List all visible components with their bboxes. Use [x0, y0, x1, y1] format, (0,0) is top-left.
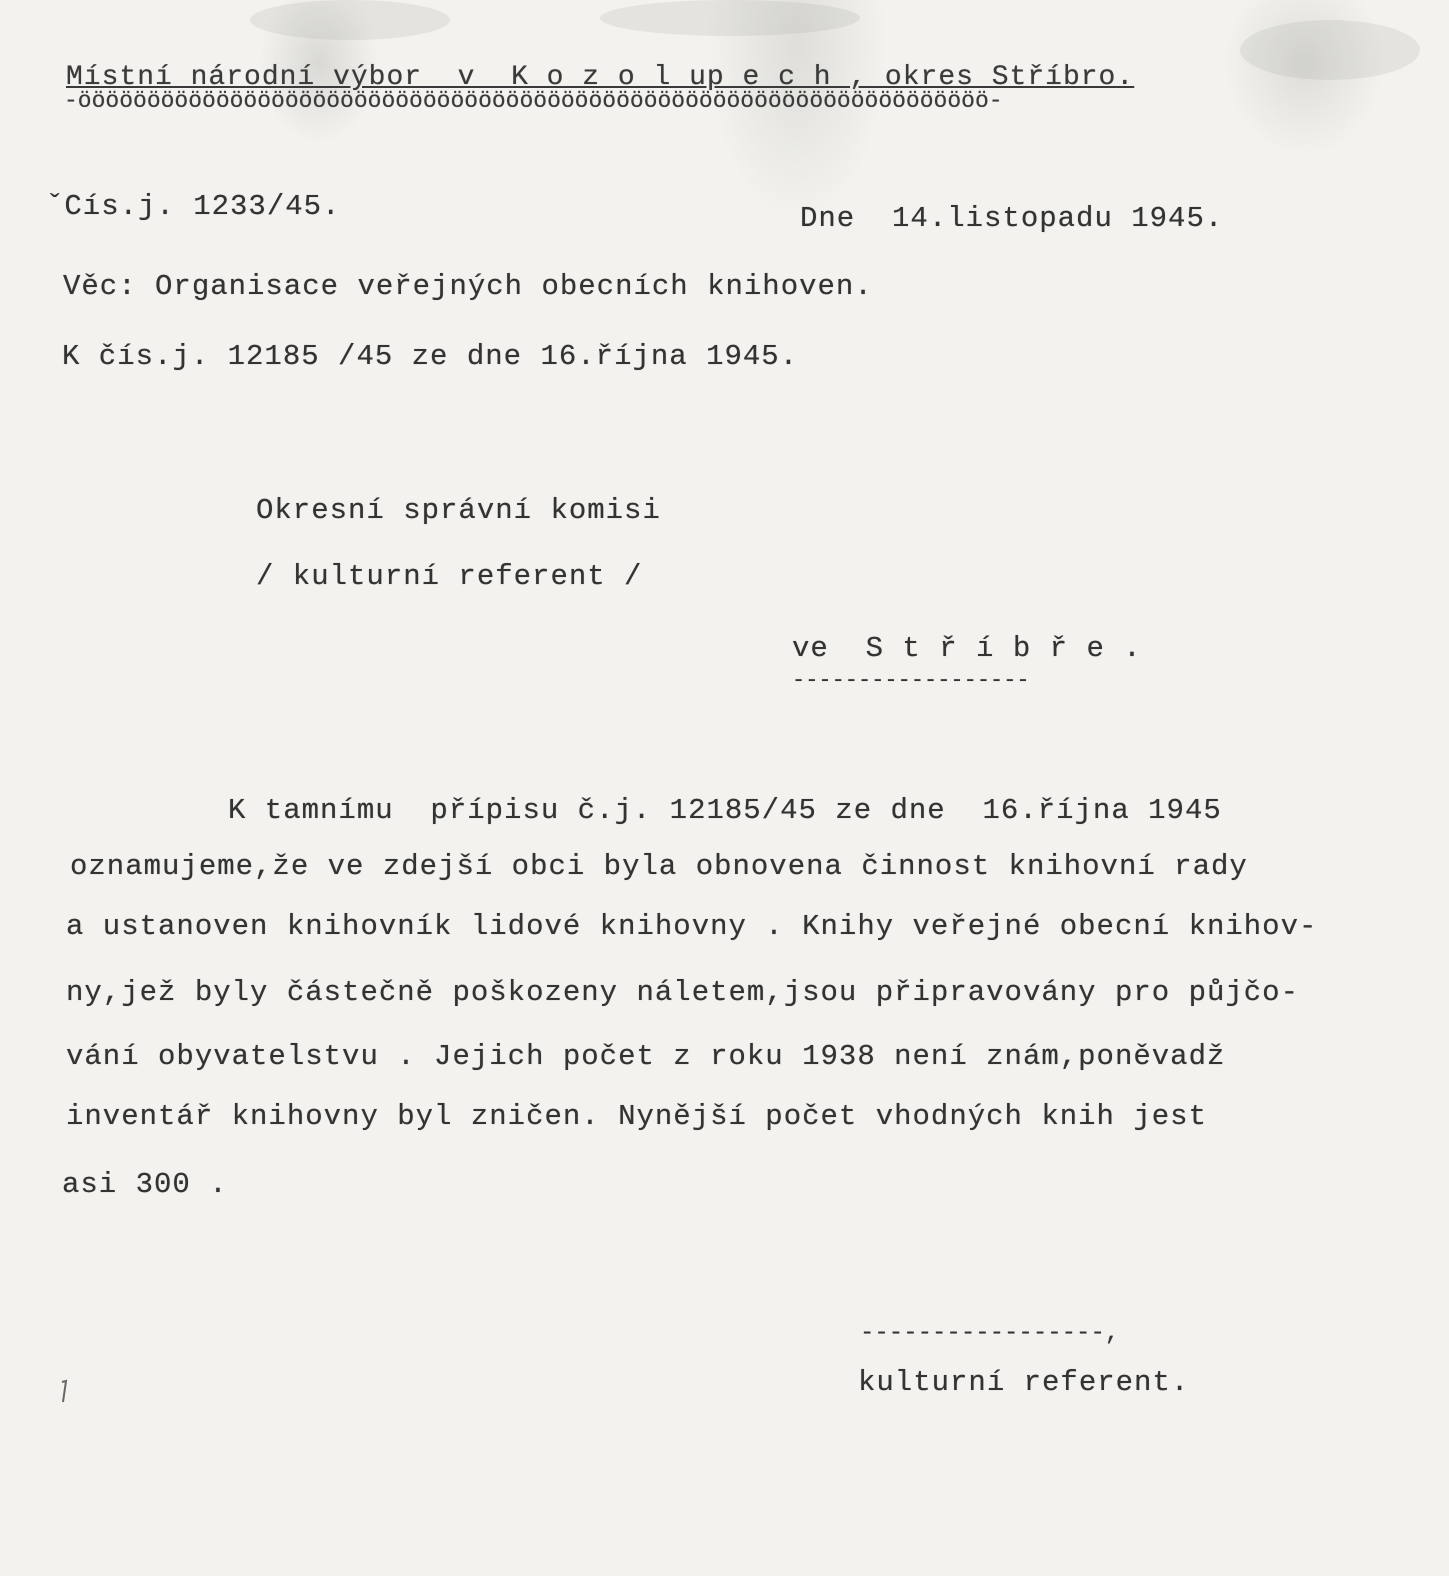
body-line: K tamnímu přípisu č.j. 12185/45 ze dne 16.října 1945	[228, 794, 1222, 827]
recipient-department: / kulturní referent /	[256, 560, 643, 593]
body-line: oznamujeme,že ve zdejší obci byla obnovena činnost knihovní rady	[70, 850, 1248, 883]
scan-smudge	[250, 0, 450, 40]
body-line: a ustanoven knihovník lidové knihovny . Knihy veřejné obecní knihov-	[66, 910, 1318, 943]
signature-label: kulturní referent.	[858, 1366, 1190, 1399]
reference-to-line: K čís.j. 12185 /45 ze dne 16.října 1945.	[62, 340, 799, 373]
body-line: ny,jež byly částečně poškozeny náletem,jsou připravovány pro půjčo-	[66, 976, 1299, 1009]
letterhead-ornament: -öööööööööööööööööööööööööööööööööööööööööööööööööööööööööööööööööö-	[64, 88, 1003, 114]
letterhead: Místní národní výbor v K o z o l up e c h , okres Stříbro.	[66, 62, 1135, 93]
subject-line: Věc: Organisace veřejných obecních knihoven.	[63, 270, 873, 303]
recipient-underline: ------------------	[792, 668, 1030, 693]
body-line: vání obyvatelstvu . Jejich počet z roku 1938 není znám,poněvadž	[66, 1040, 1226, 1073]
body-line: asi 300 .	[62, 1168, 228, 1201]
body-line: inventář knihovny byl zničen. Nynější počet vhodných knih jest	[66, 1100, 1207, 1133]
scan-smudge	[600, 0, 860, 36]
signature-line: -----------------,	[860, 1320, 1120, 1347]
margin-mark-icon	[60, 1378, 68, 1406]
scan-smudge	[1240, 20, 1420, 80]
recipient-name: Okresní správní komisi	[256, 494, 661, 527]
reference-number: ˇCís.j. 1233/45.	[46, 190, 341, 223]
recipient-place: ve S t ř í b ř e .	[792, 632, 1142, 665]
document-date: Dne 14.listopadu 1945.	[800, 202, 1224, 235]
